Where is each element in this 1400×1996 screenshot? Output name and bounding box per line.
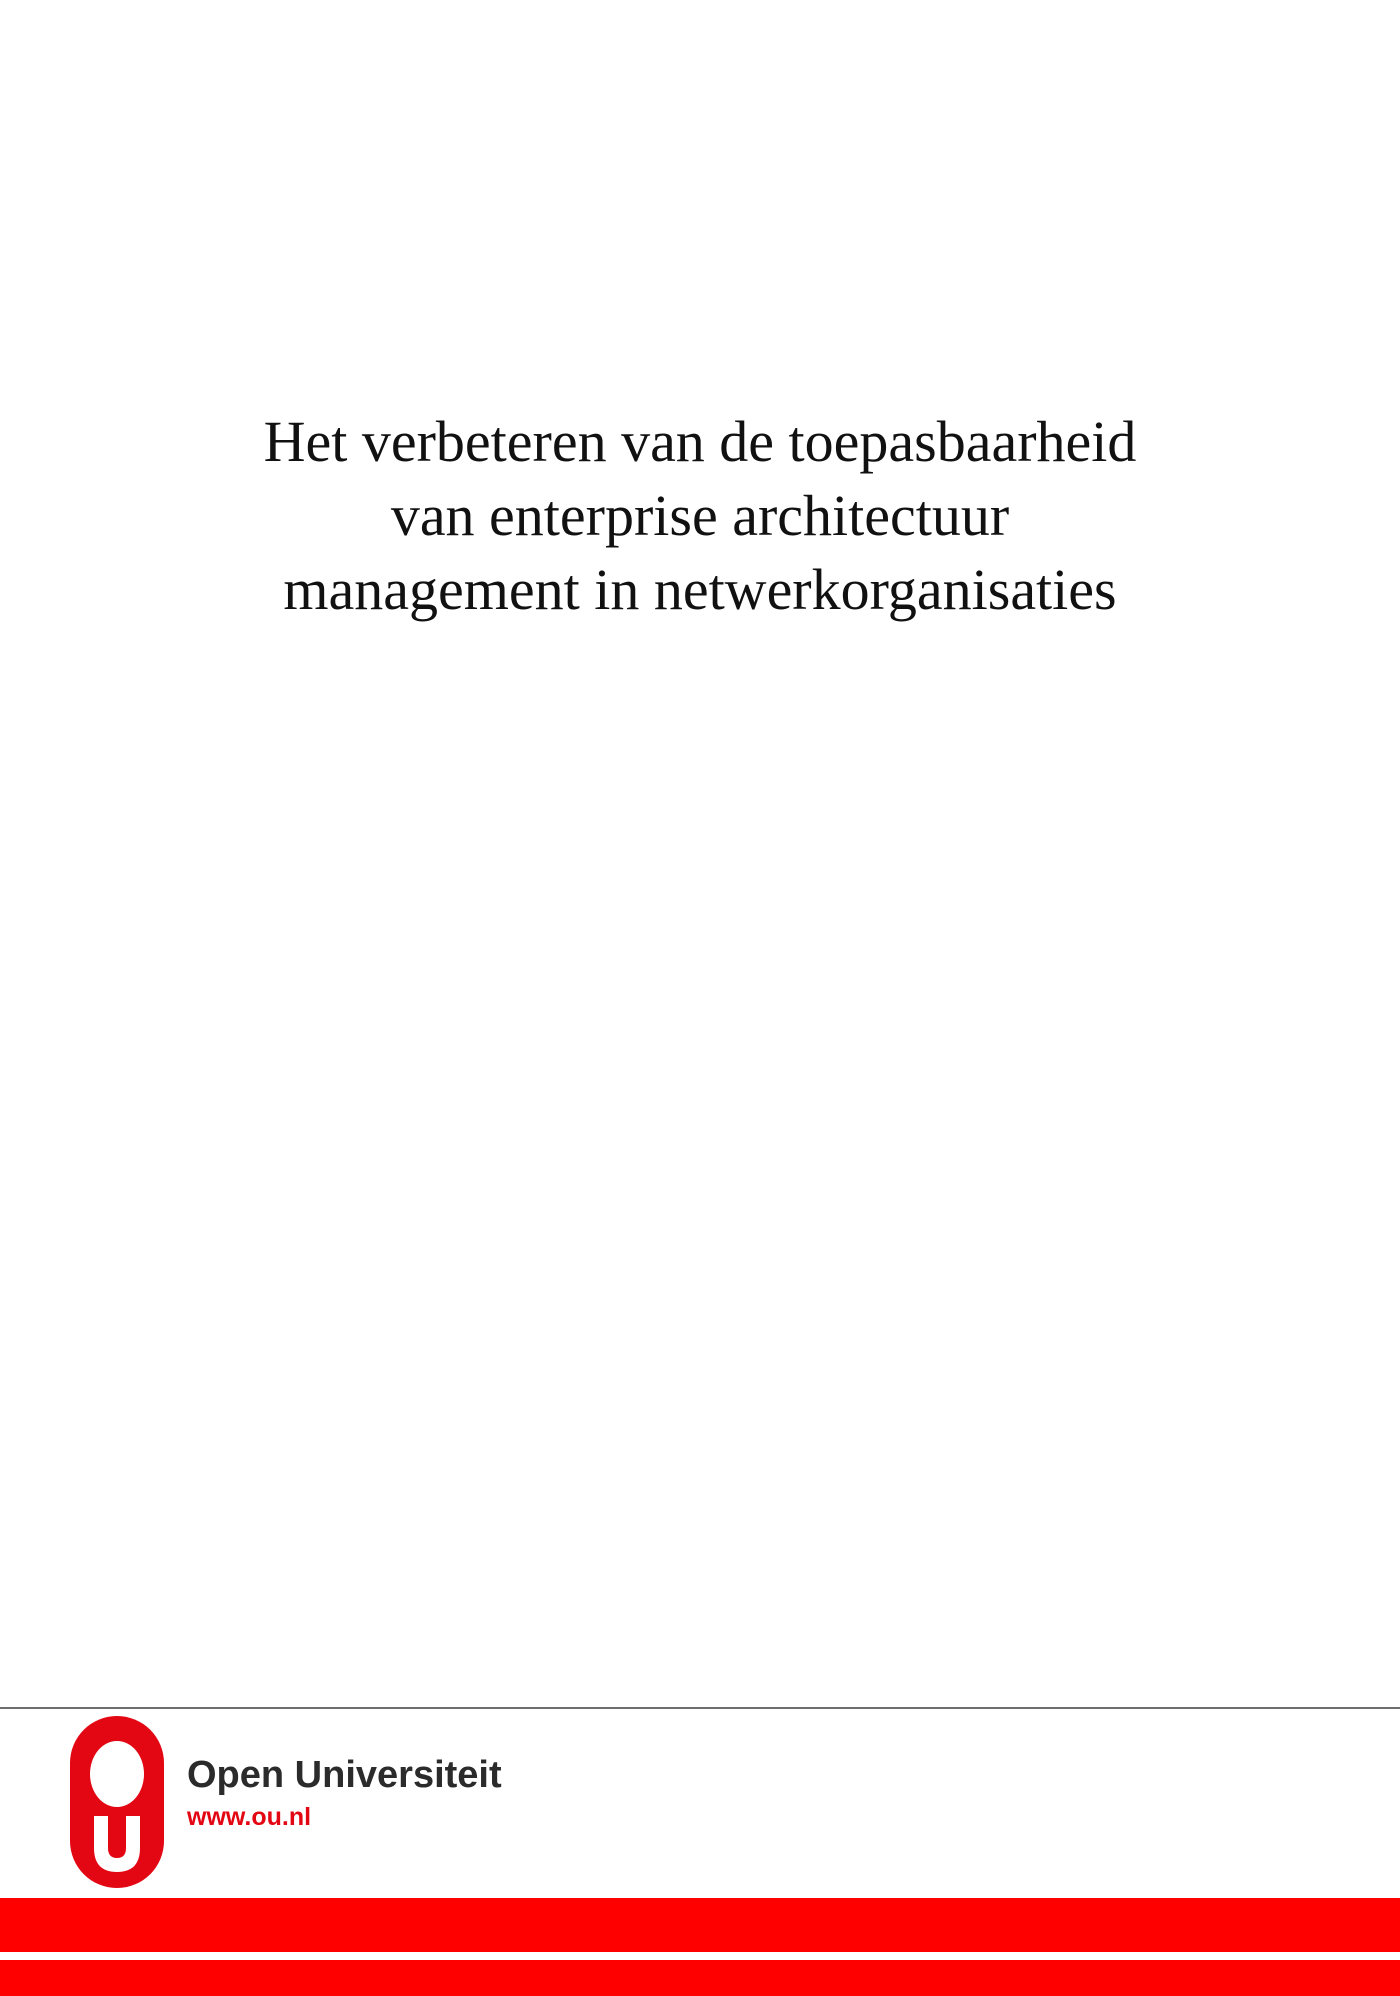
brand-url[interactable]: www.ou.nl <box>187 1803 312 1831</box>
title-line-1: Het verbeteren van de toepasbaarheid <box>263 409 1137 474</box>
footer-divider <box>0 1707 1400 1709</box>
ou-logo-icon <box>70 1716 164 1888</box>
document-title <box>0 405 1400 627</box>
brand-name: Open Universiteit <box>187 1754 502 1796</box>
footer-band-bottom <box>0 1960 1400 1996</box>
title-line-3: management in netwerkorganisaties <box>283 557 1117 622</box>
footer-band-top <box>0 1898 1400 1952</box>
title-line-2: van enterprise architectuur <box>390 483 1010 548</box>
